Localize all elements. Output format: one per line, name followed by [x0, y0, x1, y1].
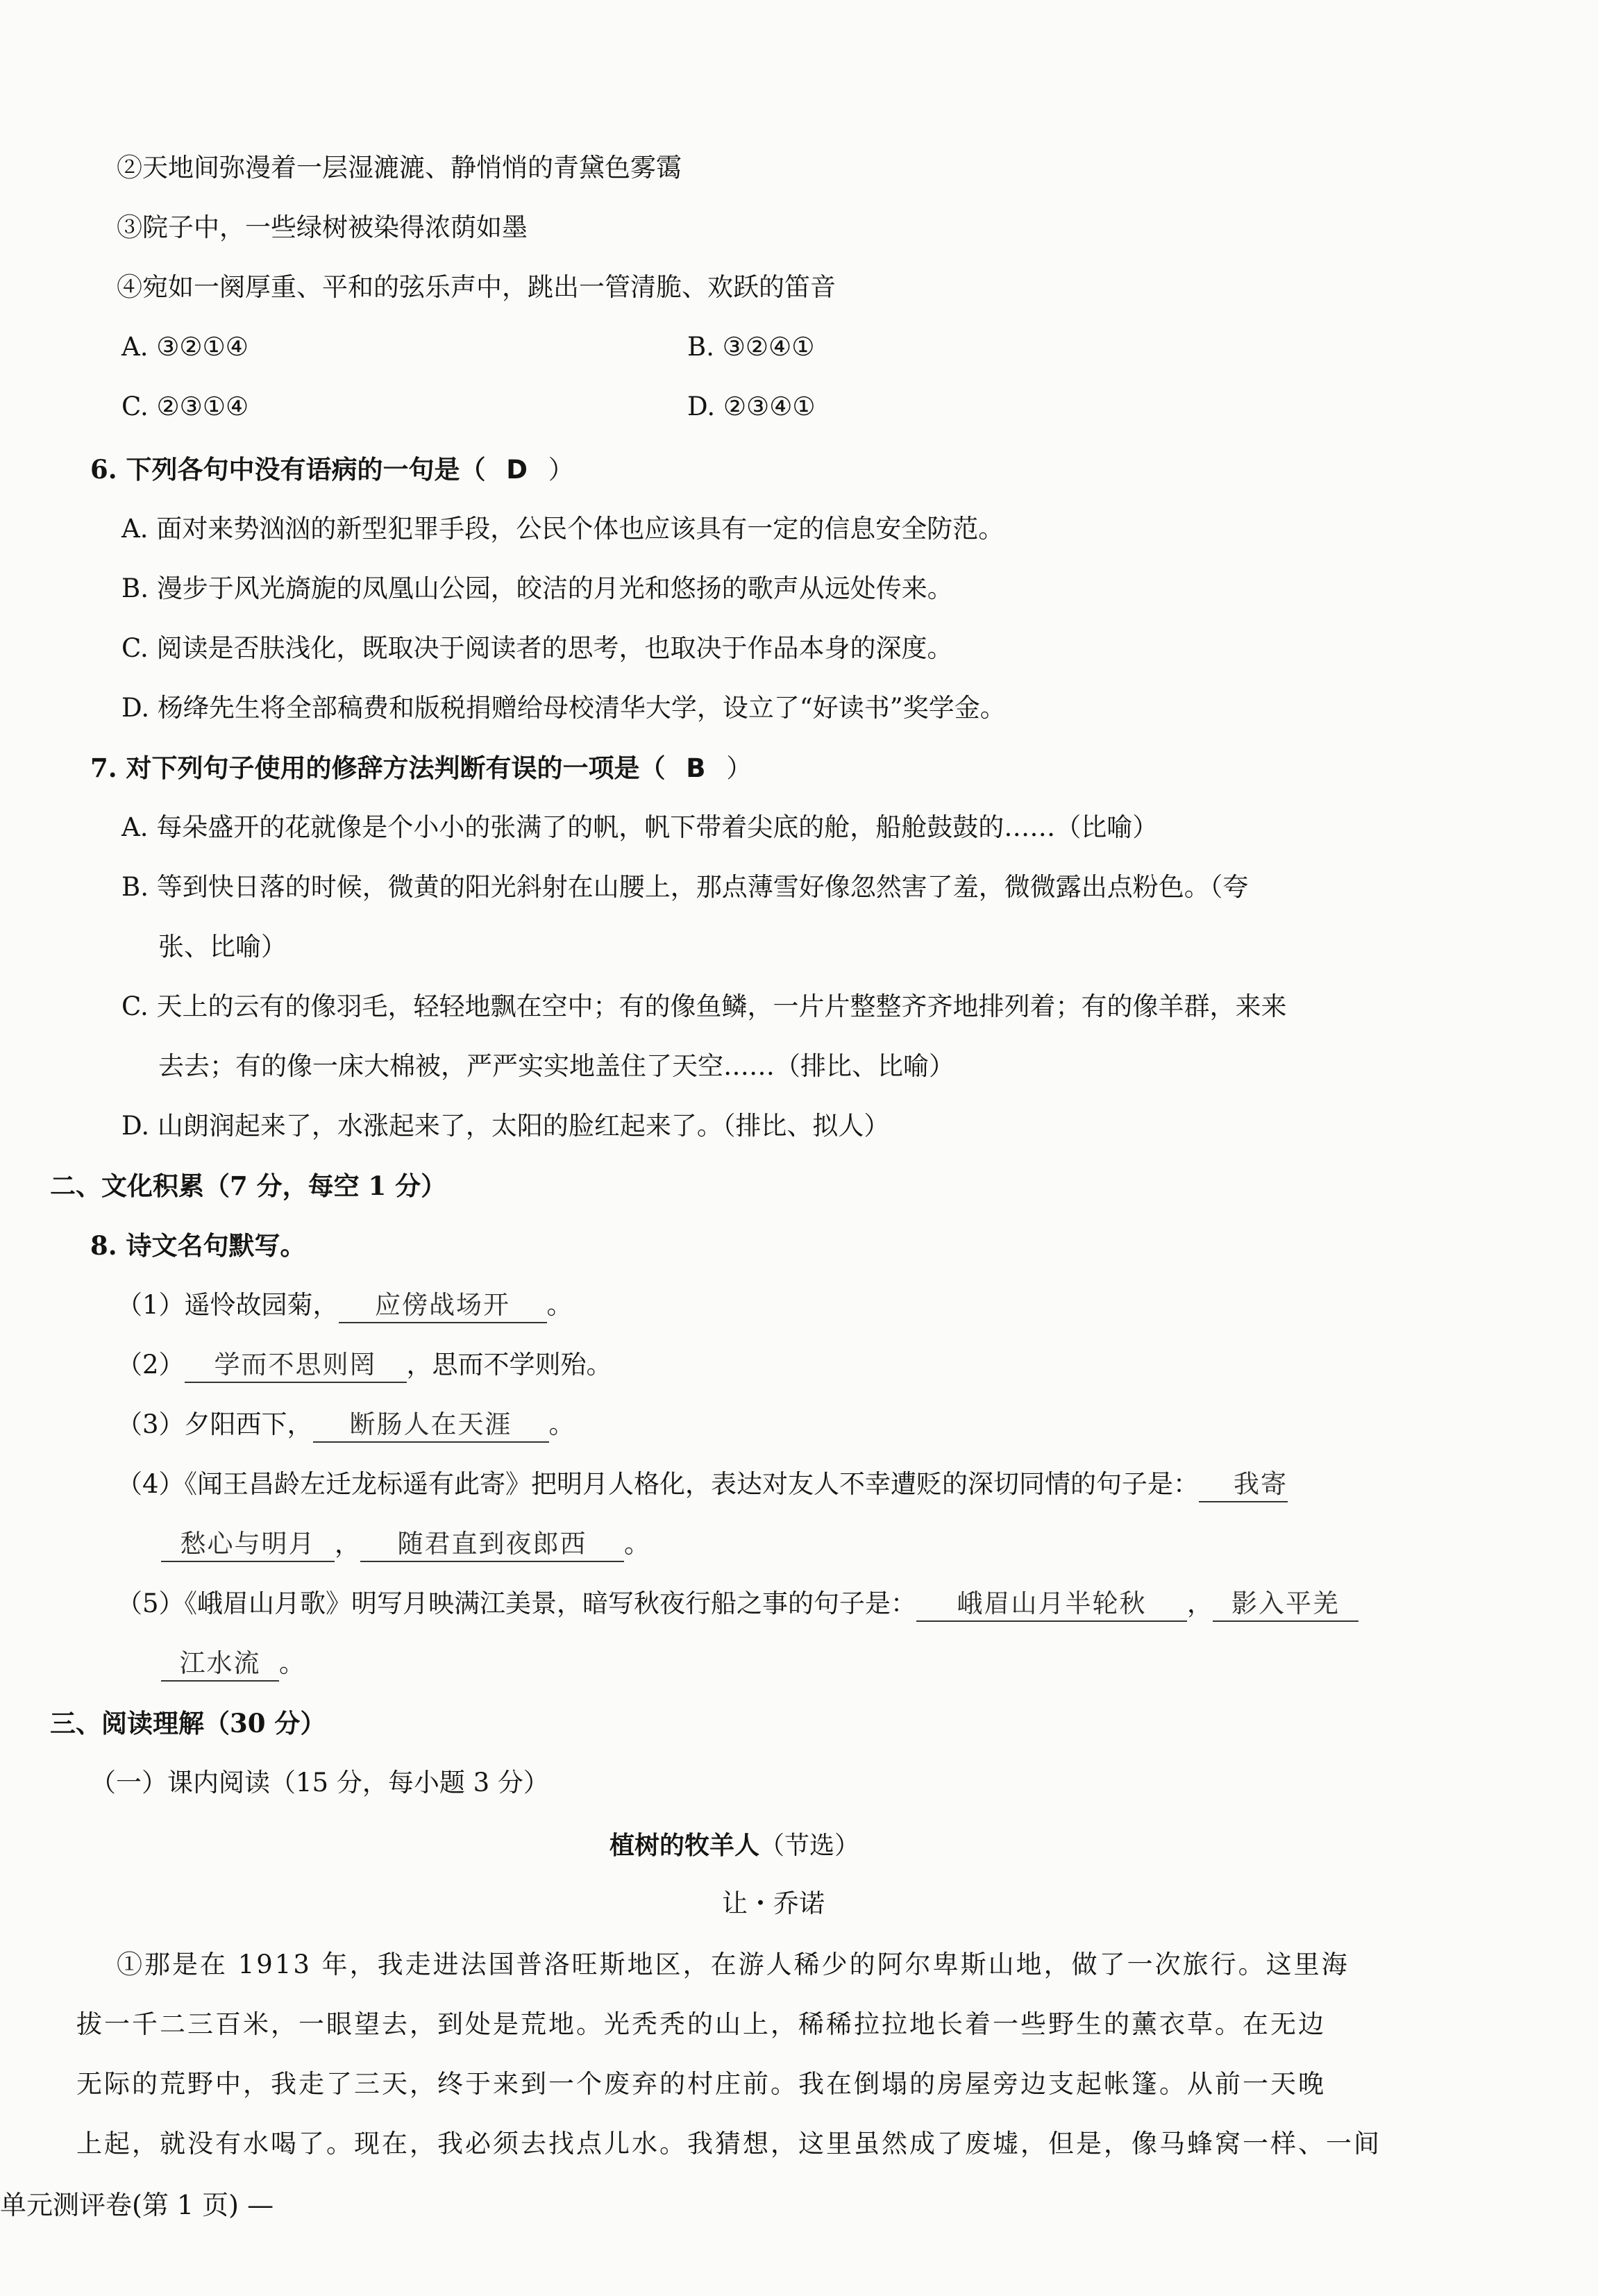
q5-option-c: C. ②③①④: [121, 392, 249, 421]
q8-line-2-end: ，思而不学则殆。: [406, 1350, 612, 1380]
q8-line-4a: [117, 1468, 1288, 1502]
q8-line-4-answer-part2: 愁心与明月: [161, 1527, 335, 1562]
page-footer: 单元测评卷(第 1 页) —: [0, 2190, 274, 2220]
q8-line-3: [117, 1408, 575, 1443]
passage-title-note: （节选）: [759, 1832, 860, 1860]
q8-stem: 8. 诗文名句默写。: [90, 1230, 306, 1261]
q8-line-5-end: 。: [279, 1648, 305, 1678]
q8-line-5-answer-part3: 江水流: [161, 1647, 279, 1682]
q8-line-3-answer: 断肠人在天涯: [313, 1408, 549, 1443]
passage-line-3: 无际的荒野中，我走了三天，终于来到一个废弃的村庄前。我在倒塌的房屋旁边支起帐篷。从前一天晚: [76, 2069, 1326, 2099]
passage-title: [609, 1829, 859, 1863]
passage-line-1: ①那是在 1913 年，我走进法国普洛旺斯地区，在游人稀少的阿尔卑斯山地，做了一次旅行。这里海: [117, 1950, 1349, 1979]
q8-line-4-answer-part1: 我寄: [1199, 1468, 1288, 1502]
q7-option-a: A. 每朵盛开的花就像是个小小的张满了的帆，帆下带着尖底的舱，船舱鼓鼓的……（比喻）: [121, 812, 1159, 842]
passage-line-2: 拔一千二三百米，一眼望去，到处是荒地。光秃秃的山上，稀稀拉拉地长着一些野生的薰衣草。在无边: [76, 2009, 1326, 2039]
q7-option-b-line1: B. 等到快日落的时候，微黄的阳光斜射在山腰上，那点薄雪好像忽然害了羞，微微露出点粉色。（夸: [121, 872, 1249, 902]
q8-line-5-prompt: （5）《峨眉山月歌》明写月映满江美景，暗写秋夜行船之事的句子是：: [117, 1589, 917, 1618]
q5-item-3: ③院子中，一些绿树被染得浓荫如墨: [117, 212, 528, 242]
section2-heading: 二、文化积累（7 分，每空 1 分）: [50, 1171, 447, 1201]
passage-title-text: 植树的牧羊人: [609, 1831, 760, 1860]
q8-line-5b: [161, 1647, 305, 1682]
q6-stem-text: 6. 下列各句中没有语病的一句是（: [90, 454, 486, 485]
q8-line-2: [117, 1348, 612, 1383]
q7-answer: B: [686, 753, 706, 783]
q8-line-5-answer-part2: 影入平羌: [1213, 1587, 1359, 1622]
q8-line-3-prompt: （3）夕阳西下，: [117, 1409, 313, 1439]
q8-line-4-answer-part3: 随君直到夜郎西: [360, 1527, 624, 1562]
q7-option-c-line2: 去去；有的像一床大棉被，严严实实地盖住了天空……（排比、比喻）: [158, 1051, 954, 1081]
section3-heading: 三、阅读理解（30 分）: [50, 1708, 326, 1738]
q5-item-2: ②天地间弥漫着一层湿漉漉、静悄悄的青黛色雾霭: [117, 153, 682, 183]
q5-option-d: D. ②③④①: [687, 392, 816, 421]
q8-line-2-prompt: （2）: [117, 1350, 185, 1380]
q7-option-c-line1: C. 天上的云有的像羽毛，轻轻地飘在空中；有的像鱼鳞，一片片整整齐齐地排列着；有的像羊群，来来: [121, 991, 1287, 1021]
q7-stem: [90, 751, 752, 785]
q8-line-3-end: 。: [548, 1409, 575, 1439]
q8-line-5-answer-part1: 峨眉山月半轮秋: [916, 1587, 1187, 1622]
q8-line-5a: [117, 1587, 1359, 1622]
q6-stem: [90, 453, 574, 487]
q8-line-1: [117, 1289, 573, 1323]
q6-option-b: B. 漫步于风光旖旎的凤凰山公园，皎洁的月光和悠扬的歌声从远处传来。: [121, 573, 953, 603]
q7-stem-close: ）: [726, 753, 752, 783]
q6-option-d: D. 杨绛先生将全部稿费和版税捐赠给母校清华大学，设立了“好读书”奖学金。: [121, 693, 1006, 723]
section3-subheading: （一）课内阅读（15 分，每小题 3 分）: [90, 1768, 549, 1798]
q8-line-1-end: 。: [546, 1290, 573, 1320]
passage-line-4: 上起，就没有水喝了。现在，我必须去找点儿水。我猜想，这里虽然成了废墟，但是，像马蜂窝一样、一间: [76, 2129, 1381, 2159]
passage-author: 让・乔诺: [722, 1888, 825, 1918]
q8-line-4-comma: ，: [335, 1529, 360, 1559]
q8-line-2-answer: 学而不思则罔: [185, 1348, 407, 1383]
q8-line-5-comma: ，: [1187, 1589, 1213, 1618]
q8-line-4-end: 。: [624, 1529, 650, 1559]
q7-stem-text: 7. 对下列句子使用的修辞方法判断有误的一项是（: [90, 753, 666, 783]
q5-item-4: ④宛如一阕厚重、平和的弦乐声中，跳出一管清脆、欢跃的笛音: [117, 272, 836, 302]
q7-option-d: D. 山朗润起来了，水涨起来了，太阳的脸红起来了。（排比、拟人）: [121, 1111, 890, 1141]
q5-option-b: B. ③②④①: [687, 332, 815, 362]
q6-option-a: A. 面对来势汹汹的新型犯罪手段，公民个体也应该具有一定的信息安全防范。: [121, 514, 1004, 544]
q5-option-a: A. ③②①④: [121, 332, 249, 362]
q8-line-4b: [161, 1527, 650, 1562]
q8-line-1-prompt: （1）遥怜故园菊，: [117, 1290, 339, 1320]
q7-option-b-line2: 张、比喻）: [158, 932, 287, 962]
q6-option-c: C. 阅读是否肤浅化，既取决于阅读者的思考，也取决于作品本身的深度。: [121, 633, 953, 663]
q8-line-1-answer: 应傍战场开: [339, 1289, 547, 1323]
q6-answer: D: [506, 455, 528, 485]
q6-stem-close: ）: [548, 455, 574, 485]
q8-line-4-prompt: （4）《闻王昌龄左迁龙标遥有此寄》把明月人格化，表达对友人不幸遭贬的深切同情的句子是：: [117, 1469, 1200, 1499]
